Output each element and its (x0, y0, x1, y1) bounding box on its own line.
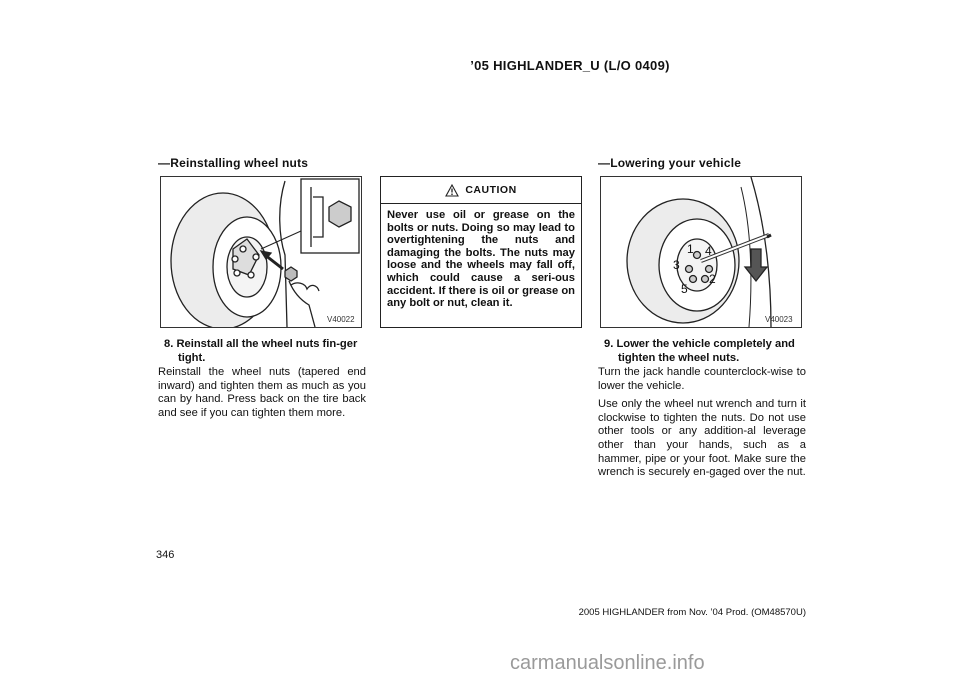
figure-lower-vehicle (600, 176, 802, 328)
document-header-code: ’05 HIGHLANDER_U (L/O 0409) (470, 58, 670, 73)
lowering-instructions-2: Use only the wheel nut wrench and turn it clockwise to tighten the nuts. Do not use other tools or any addition-al leverage other than your hands, such as a hammer, pipe or your foot. Make sure the wrench is securely en-gaged over the nut. (598, 398, 806, 479)
figure-label-3: 3 (673, 258, 680, 272)
figure-reinstall-wheel-nuts (160, 176, 362, 328)
section-title-reinstalling: —Reinstalling wheel nuts (158, 156, 309, 170)
step-9-heading: 9. Lower the vehicle completely and tighten the wheel nuts. (604, 338, 795, 364)
watermark-text: carmanualsonline.info (510, 652, 705, 674)
figure-label-4: 4 (705, 244, 712, 258)
lowering-vehicle-illustration (601, 177, 801, 327)
page-number: 346 (156, 549, 175, 561)
figure-label-5: 5 (681, 282, 688, 296)
step-8-heading: 8. Reinstall all the wheel nuts fin-ger tight. (164, 338, 358, 364)
caution-text: Never use oil or grease on the bolts or nuts. Doing so may lead to overtightening the nuts and damaging the bolts. The nuts may loose and the wheels may fall off, which could cause a seri-ous accident. If there is oil or grease on any bolt or nut, clean it. (387, 209, 575, 310)
figure-code-v40022: V40022 (327, 315, 355, 324)
document-footer: 2005 HIGHLANDER from Nov. ’04 Prod. (OM48570U) (578, 607, 806, 618)
caution-title: CAUTION (465, 184, 517, 196)
caution-header (381, 177, 581, 204)
caution-box (380, 176, 582, 328)
wheel-nut-illustration (161, 177, 361, 327)
figure-label-1: 1 (687, 242, 694, 256)
warning-triangle-icon (445, 184, 459, 197)
figure-label-2: 2 (709, 272, 716, 286)
reinstall-instructions: Reinstall the wheel nuts (tapered end inward) and tighten them as much as you can by hand. Press back on the tire back and see if you can tighten them more. (158, 366, 366, 419)
lowering-instructions-1: Turn the jack handle counterclock-wise to lower the vehicle. (598, 366, 806, 392)
figure-code-v40023: V40023 (765, 315, 793, 324)
section-title-lowering: —Lowering your vehicle (598, 156, 742, 170)
